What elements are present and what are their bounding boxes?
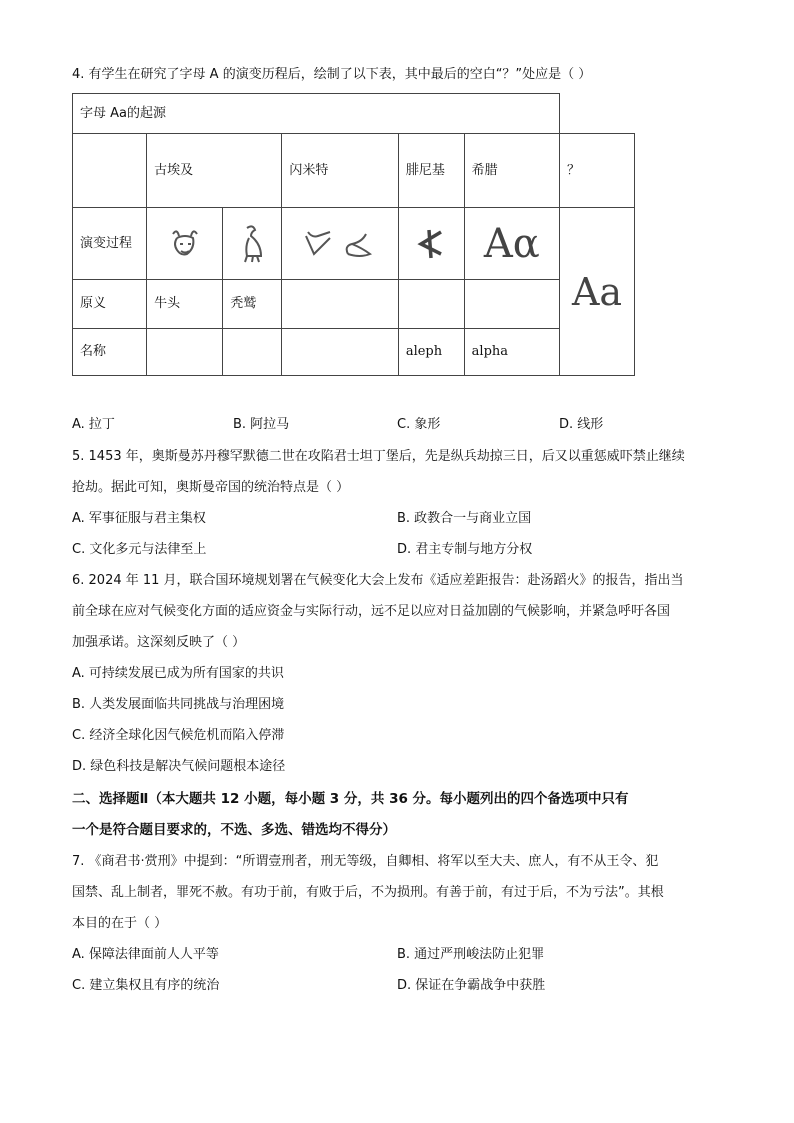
q6-stem-line-1: 6. 2024 年 11 月，联合国环境规划署在气候变化大会上发布《适应差距报告：赴汤蹈火》的报告，指出当 (72, 573, 684, 588)
letter-evolution-table (72, 93, 635, 376)
header-egypt: 古埃及 (147, 134, 282, 208)
glyph-answer-cell (560, 208, 635, 376)
row-label-evolution: 演变过程 (73, 208, 147, 280)
q7-stem-line-3: 本目的在于（ ） (72, 916, 168, 931)
q5-option-a[interactable]: A. 军事征服与君主集权 (72, 511, 206, 526)
q5-option-d[interactable]: D. 君主专制与地方分权 (397, 542, 533, 557)
q7-stem-line-1: 7. 《商君书·赏刑》中提到：“所谓壹刑者，刑无等级，自卿相、将军以至大夫、庶人，有不从王令、犯 (72, 854, 659, 869)
name-egypt-2 (223, 329, 282, 376)
semitic-aleph-icon (300, 224, 380, 264)
q6-option-c[interactable]: C. 经济全球化因气候危机而陷入停滞 (72, 728, 285, 743)
row-label-meaning: 原义 (73, 280, 147, 329)
table-corner (73, 134, 147, 208)
q4-option-b[interactable]: B. 阿拉马 (233, 417, 290, 432)
meaning-phoenician (398, 280, 464, 329)
phoenician-aleph-icon (413, 224, 449, 264)
q4-stem: 4. 有学生在研究了字母 A 的演变历程后，绘制了以下表，其中最后的空白“？”处应是（ ） (72, 67, 592, 82)
header-semitic: 闪米特 (282, 134, 398, 208)
header-unknown: ？ (560, 134, 635, 208)
glyph-egypt-vulture (223, 208, 282, 280)
q6-option-a[interactable]: A. 可持续发展已成为所有国家的共识 (72, 666, 284, 681)
q6-option-d[interactable]: D. 绿色科技是解决气候问题根本途径 (72, 759, 286, 774)
glyph-semitic (282, 208, 398, 280)
header-greek: 希腊 (464, 134, 559, 208)
glyph-phoenician (398, 208, 464, 280)
table-title: 字母 Aa的起源 (73, 94, 560, 134)
name-greek: alpha (464, 329, 559, 376)
name-phoenician: aleph (398, 329, 464, 376)
glyph-greek: Aα (464, 208, 559, 280)
q5-option-c[interactable]: C. 文化多元与法律至上 (72, 542, 207, 557)
q7-option-b[interactable]: B. 通过严刑峻法防止犯罪 (397, 947, 545, 962)
header-phoenician: 腓尼基 (398, 134, 464, 208)
q6-stem-line-3: 加强承诺。这深刻反映了（ ） (72, 635, 246, 650)
vulture-icon (237, 222, 267, 266)
glyph-answer: Aa (571, 269, 623, 314)
q4-option-a[interactable]: A. 拉丁 (72, 417, 115, 432)
q4-option-c[interactable]: C. 象形 (397, 417, 441, 432)
name-semitic (282, 329, 398, 376)
section-2-heading-line-2: 一个是符合题目要求的，不选、多选、错选均不得分） (72, 822, 396, 838)
meaning-egypt-2: 秃鹫 (223, 280, 282, 329)
q4-option-d[interactable]: D. 线形 (559, 417, 604, 432)
q5-option-b[interactable]: B. 政教合一与商业立国 (397, 511, 532, 526)
row-label-name: 名称 (73, 329, 147, 376)
name-egypt-1 (147, 329, 223, 376)
q6-stem-line-2: 前全球在应对气候变化方面的适应资金与实际行动，远不足以应对日益加剧的气候影响，并紧急呼吁各国 (72, 604, 671, 619)
q7-stem-line-2: 国禁、乱上制者，罪死不赦。有功于前，有败于后，不为损刑。有善于前，有过于后，不为亏法”。其根 (72, 885, 664, 900)
meaning-egypt-1: 牛头 (147, 280, 223, 329)
meaning-semitic (282, 280, 398, 329)
glyph-egypt-ox (147, 208, 223, 280)
q7-option-a[interactable]: A. 保障法律面前人人平等 (72, 947, 219, 962)
section-2-heading-line-1: 二、选择题Ⅱ（本大题共 12 小题，每小题 3 分，共 36 分。每小题列出的四个备选项中只有 (72, 791, 629, 807)
meaning-greek (464, 280, 559, 329)
q5-stem-line-1: 5. 1453 年，奥斯曼苏丹穆罕默德二世在攻陷君士坦丁堡后，先是纵兵劫掠三日，后又以重惩威吓禁止继续 (72, 449, 685, 464)
q6-option-b[interactable]: B. 人类发展面临共同挑战与治理困境 (72, 697, 285, 712)
q7-option-d[interactable]: D. 保证在争霸战争中获胜 (397, 978, 546, 993)
q5-stem-line-2: 抢劫。据此可知，奥斯曼帝国的统治特点是（ ） (72, 480, 350, 495)
ox-head-icon (165, 224, 205, 264)
q7-option-c[interactable]: C. 建立集权且有序的统治 (72, 978, 220, 993)
